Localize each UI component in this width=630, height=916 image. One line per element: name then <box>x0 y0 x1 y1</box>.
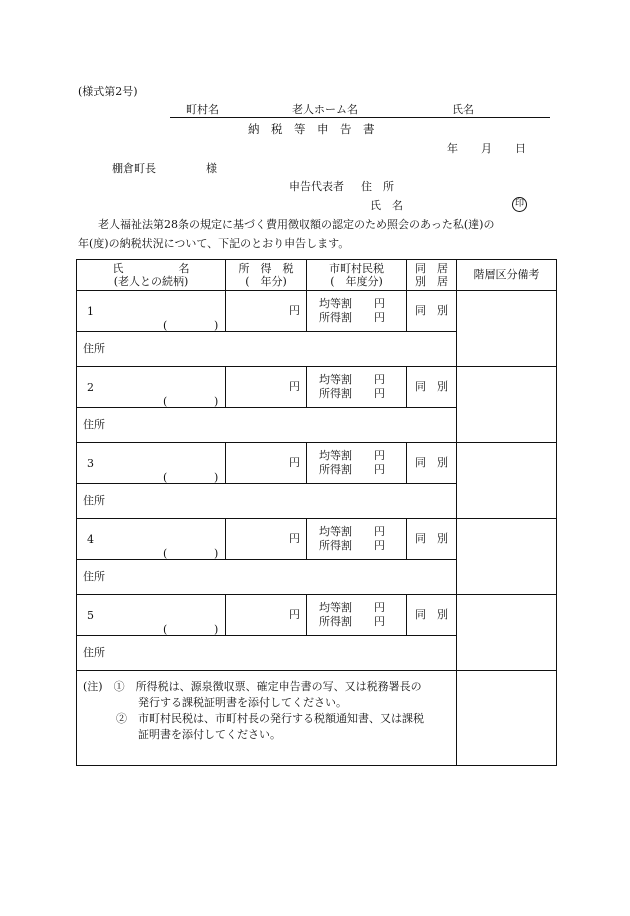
relationship-paren-open: ( <box>163 395 168 408</box>
name-cell[interactable] <box>77 519 226 560</box>
note-line-3: ② 市町村民税は、市町村長の発行する税額通知書、又は課税 <box>83 712 424 725</box>
row-number: 5 <box>87 609 94 622</box>
table-row <box>77 595 557 636</box>
header-town-label: 町村名 <box>186 103 219 116</box>
declarant-address-label: 住 所 <box>361 180 394 193</box>
relationship-paren-close: ) <box>214 319 219 332</box>
equal-share-line: 均等割 円 <box>319 525 385 538</box>
relationship-paren-open: ( <box>163 623 168 636</box>
row-number: 3 <box>87 457 94 470</box>
remarks-cell[interactable] <box>457 367 557 443</box>
name-cell[interactable] <box>77 595 226 636</box>
note-line-2: 発行する課税証明書を添付してください。 <box>83 696 347 709</box>
header-living-apart: 別 居 <box>415 275 448 288</box>
header-living-together: 同 居 <box>415 261 448 275</box>
header-underline <box>170 117 550 118</box>
declarant-label: 申告代表者 <box>289 180 344 193</box>
name-cell[interactable] <box>77 291 226 332</box>
income-tax-cell[interactable]: 円 <box>226 519 307 560</box>
relationship-paren-open: ( <box>163 547 168 560</box>
notes-row <box>77 671 557 766</box>
header-name-relationship <box>77 260 226 291</box>
relationship-paren-close: ) <box>214 623 219 636</box>
income-tax-cell[interactable]: 円 <box>226 291 307 332</box>
living-status-cell[interactable]: 同 別 <box>407 443 457 484</box>
living-status-cell[interactable]: 同 別 <box>407 519 457 560</box>
tax-declaration-table <box>76 259 557 766</box>
equal-share-line: 均等割 円 <box>319 297 385 310</box>
living-status-cell[interactable]: 同 別 <box>407 291 457 332</box>
header-name: 氏 名 <box>112 261 190 275</box>
header-home-label: 老人ホーム名 <box>292 103 358 116</box>
address-cell[interactable]: 住所 <box>77 408 457 443</box>
relationship-paren-open: ( <box>163 319 168 332</box>
row-number: 2 <box>87 381 94 394</box>
relationship-paren-close: ) <box>214 471 219 484</box>
header-income-tax-year: ( 年分) <box>245 275 287 288</box>
header-name-label: 氏名 <box>452 103 474 116</box>
header-relationship: (老人との続柄) <box>113 275 189 288</box>
table-header-row <box>77 260 557 291</box>
address-cell[interactable]: 住所 <box>77 636 457 671</box>
header-municipal-tax <box>307 260 407 291</box>
seal-mark: 印 <box>512 197 527 212</box>
municipal-tax-cell[interactable] <box>307 291 407 332</box>
table-row <box>77 367 557 408</box>
intro-line-2: 年(度)の納税状況について、下記のとおり申告します。 <box>78 237 350 250</box>
equal-share-line: 均等割 円 <box>319 601 385 614</box>
remarks-cell[interactable] <box>457 595 557 671</box>
header-municipal-tax-label: 市町村民税 <box>329 261 384 275</box>
equal-share-line: 均等割 円 <box>319 449 385 462</box>
header-living <box>407 260 457 291</box>
relationship-paren-open: ( <box>163 471 168 484</box>
address-cell[interactable]: 住所 <box>77 560 457 595</box>
income-tax-cell[interactable]: 円 <box>226 595 307 636</box>
income-share-line: 所得割 円 <box>319 539 385 552</box>
address-cell[interactable]: 住所 <box>77 484 457 519</box>
name-cell[interactable] <box>77 443 226 484</box>
row-number: 4 <box>87 533 94 546</box>
date-day: 日 <box>515 142 526 155</box>
income-share-line: 所得割 円 <box>319 615 385 628</box>
living-status-cell[interactable]: 同 別 <box>407 595 457 636</box>
municipal-tax-cell[interactable] <box>307 595 407 636</box>
document-title: 納 税 等 申 告 書 <box>248 122 375 136</box>
form-label: (様式第2号) <box>78 85 138 98</box>
income-share-line: 所得割 円 <box>319 463 385 476</box>
living-status-cell[interactable]: 同 別 <box>407 367 457 408</box>
date-month: 月 <box>481 142 492 155</box>
note-line-4: 証明書を添付してください。 <box>83 728 281 741</box>
header-income-tax <box>226 260 307 291</box>
header-municipal-tax-year: ( 年度分) <box>330 275 383 288</box>
header-remarks: 階層区分備考 <box>457 260 557 291</box>
table-row <box>77 519 557 560</box>
intro-line-1: 老人福祉法第28条の規定に基づく費用徴収額の認定のため照会のあった私(達)の <box>98 218 495 231</box>
income-tax-cell[interactable]: 円 <box>226 443 307 484</box>
date-year: 年 <box>447 142 458 155</box>
relationship-paren-close: ) <box>214 395 219 408</box>
equal-share-line: 均等割 円 <box>319 373 385 386</box>
declarant-name-label: 氏 名 <box>370 199 403 212</box>
addressee-name: 棚倉町長 <box>112 162 156 175</box>
notes-remarks-cell[interactable] <box>457 671 557 766</box>
address-cell[interactable]: 住所 <box>77 332 457 367</box>
municipal-tax-cell[interactable] <box>307 443 407 484</box>
row-number: 1 <box>87 305 94 318</box>
note-line-1: (注) ① 所得税は、源泉徴収票、確定申告書の写、又は税務署長の <box>83 680 422 693</box>
remarks-cell[interactable] <box>457 519 557 595</box>
remarks-cell[interactable] <box>457 291 557 367</box>
name-cell[interactable] <box>77 367 226 408</box>
relationship-paren-close: ) <box>214 547 219 560</box>
notes-cell <box>77 671 457 766</box>
municipal-tax-cell[interactable] <box>307 367 407 408</box>
remarks-cell[interactable] <box>457 443 557 519</box>
municipal-tax-cell[interactable] <box>307 519 407 560</box>
income-tax-cell[interactable]: 円 <box>226 367 307 408</box>
addressee-honorific: 様 <box>206 162 217 175</box>
table-row <box>77 443 557 484</box>
table-row <box>77 291 557 332</box>
income-share-line: 所得割 円 <box>319 311 385 324</box>
income-share-line: 所得割 円 <box>319 387 385 400</box>
header-income-tax-label: 所 得 税 <box>238 261 294 275</box>
